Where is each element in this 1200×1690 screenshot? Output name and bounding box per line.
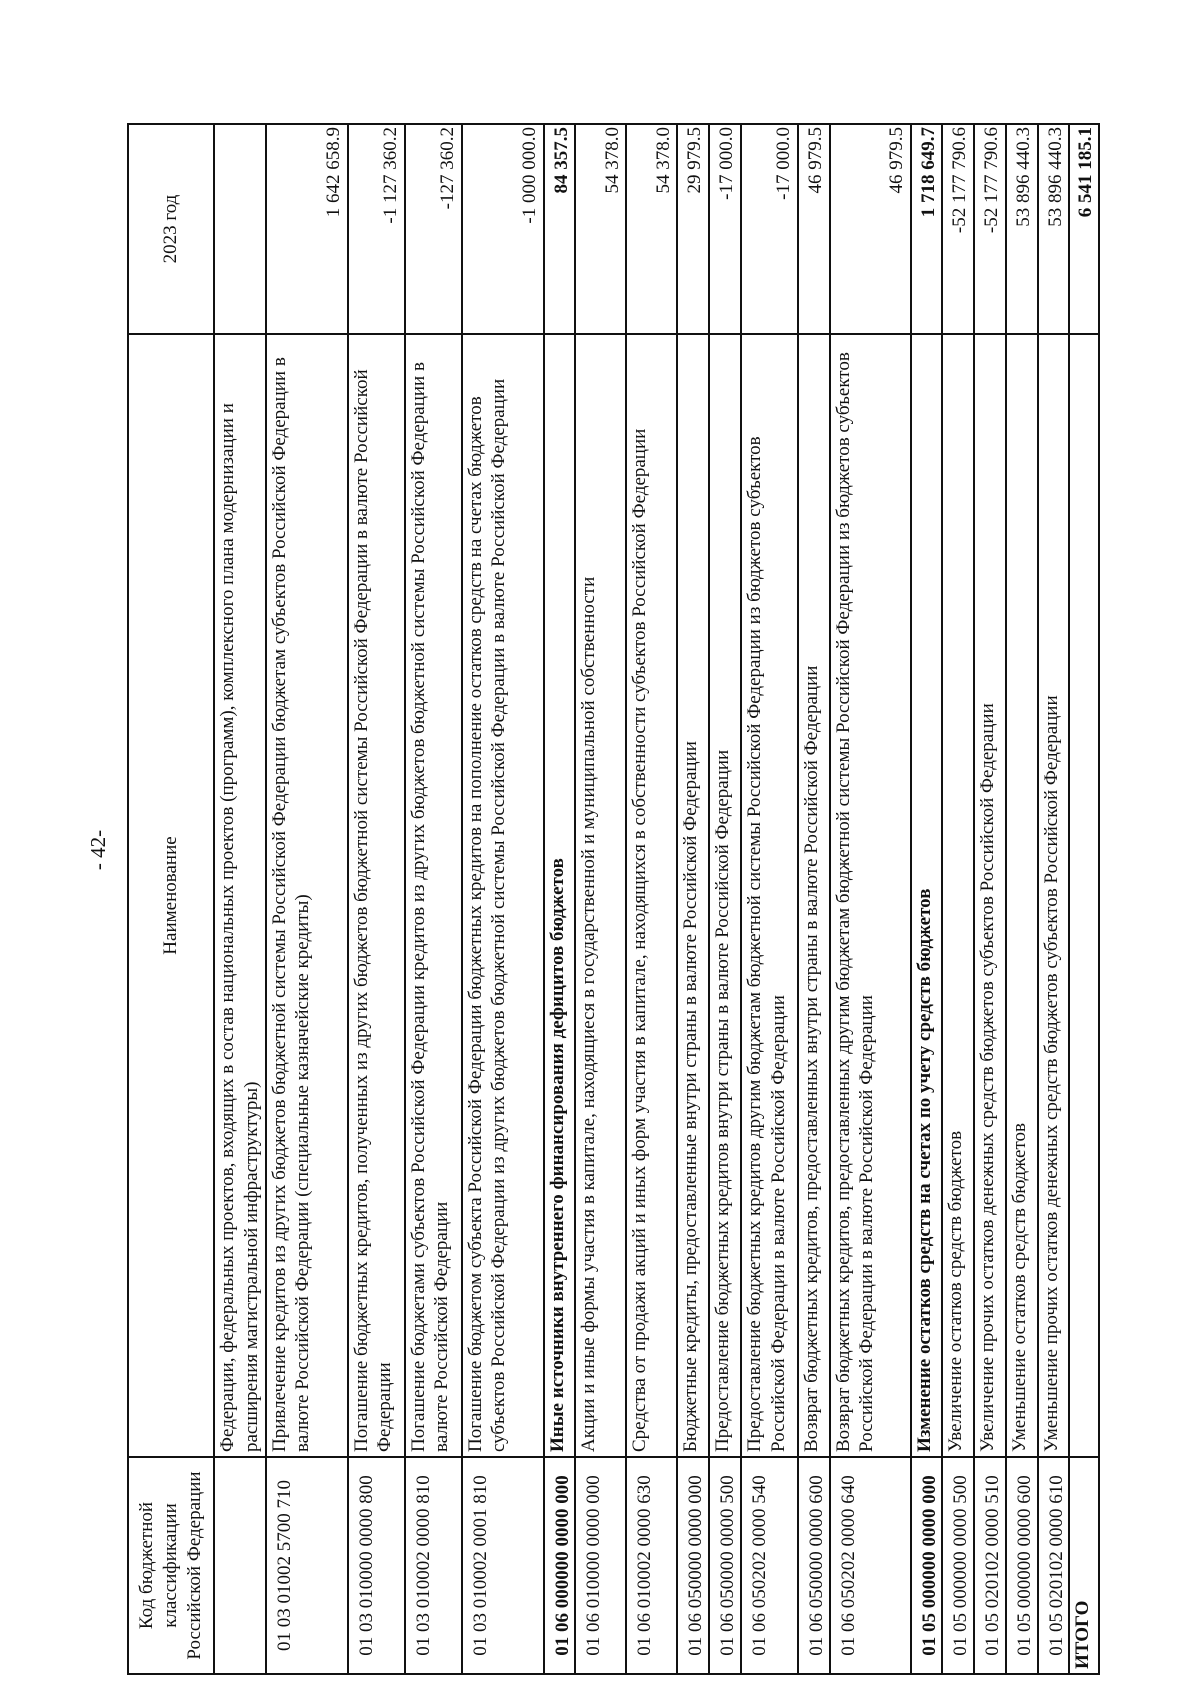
code-cell [214, 1457, 266, 1674]
code-cell: 01 03 010000 0000 800 [348, 1457, 405, 1674]
header-year: 2023 год [128, 124, 214, 334]
name-cell: Предоставление бюджетных кредитов другим бюджетам бюджетной системы Российской Федерации из бюджетов субъектов Российской Федерации в валюте Российской Федерации [741, 334, 798, 1457]
name-cell: Уменьшение остатков средств бюджетов [1006, 334, 1038, 1457]
name-cell: Бюджетные кредиты, предоставленные внутри страны в валюте Российской Федерации [677, 334, 709, 1457]
table-row [266, 124, 348, 1674]
code-cell: 01 06 050000 0000 500 [709, 1457, 741, 1674]
table-row [1038, 124, 1070, 1674]
code-cell: 01 05 000000 0000 600 [1006, 1457, 1038, 1674]
name-cell: Погашение бюджетами субъектов Российской Федерации кредитов из других бюджетов бюджетной системы Российской Федерации в валюте Российской Федерации [405, 334, 462, 1457]
table-header-row [128, 124, 214, 1674]
value-cell: -17 000.0 [741, 124, 798, 334]
name-cell: Предоставление бюджетных кредитов внутри страны в валюте Российской Федерации [709, 334, 741, 1457]
code-cell: 01 06 010000 0000 000 [575, 1457, 626, 1674]
name-cell: Увеличение остатков средств бюджетов [942, 334, 974, 1457]
total-label: ИТОГО [1069, 1457, 1099, 1674]
value-cell: 46 979.5 [830, 124, 911, 334]
table-row [830, 124, 911, 1674]
table-row [348, 124, 405, 1674]
table-row [626, 124, 677, 1674]
value-cell: -52 177 790.6 [942, 124, 974, 334]
value-cell: 54 378.0 [575, 124, 626, 334]
value-cell: 1 642 658.9 [266, 124, 348, 334]
name-cell: Возврат бюджетных кредитов, предоставленных внутри страны в валюте Российской Федерации [798, 334, 830, 1457]
code-cell: 01 06 000000 0000 000 [544, 1457, 576, 1674]
code-cell: 01 05 000000 0000 000 [911, 1457, 943, 1674]
value-cell: 53 896 440.3 [1038, 124, 1070, 334]
code-cell: 01 06 050202 0000 540 [741, 1457, 798, 1674]
code-cell: 01 05 020102 0000 610 [1038, 1457, 1070, 1674]
table-row [1006, 124, 1038, 1674]
name-cell: Иные источники внутреннего финансирования дефицитов бюджетов [544, 334, 576, 1457]
name-cell: Возврат бюджетных кредитов, предоставленных другим бюджетам бюджетной системы Российской Федерации из бюджетов субъектов Российской Федерации в валюте Российской Федерации [830, 334, 911, 1457]
table-row [214, 124, 266, 1674]
table-row [544, 124, 576, 1674]
code-cell: 01 06 050000 0000 000 [677, 1457, 709, 1674]
name-cell: Погашение бюджетом субъекта Российской Федерации бюджетных кредитов на пополнение остатков средств на счетах бюджетов субъектов Российской Федерации из других бюджетов бюджетной системы Российской Федерации в валюте Российской Федерации [462, 334, 544, 1457]
total-empty-cell [1069, 334, 1099, 1457]
total-value: 6 541 185.1 [1069, 124, 1099, 334]
table-row [911, 124, 943, 1674]
value-cell [214, 124, 266, 334]
name-cell: Уменьшение прочих остатков денежных средств бюджетов субъектов Российской Федерации [1038, 334, 1070, 1457]
table-row [405, 124, 462, 1674]
code-cell: 01 05 000000 0000 500 [942, 1457, 974, 1674]
name-cell: Увеличение прочих остатков денежных средств бюджетов субъектов Российской Федерации [974, 334, 1006, 1457]
table-row [575, 124, 626, 1674]
table-row [974, 124, 1006, 1674]
header-name: Наименование [128, 334, 214, 1457]
table-row [462, 124, 544, 1674]
table-row [798, 124, 830, 1674]
budget-sources-table [127, 123, 1100, 1675]
name-cell: Изменение остатков средств на счетах по учету средств бюджетов [911, 334, 943, 1457]
value-cell: -17 000.0 [709, 124, 741, 334]
value-cell: 1 718 649.7 [911, 124, 943, 334]
code-cell: 01 06 050202 0000 640 [830, 1457, 911, 1674]
value-cell: 54 378.0 [626, 124, 677, 334]
name-cell: Средства от продажи акций и иных форм участия в капитале, находящихся в собственности субъектов Российской Федерации [626, 334, 677, 1457]
table-row [741, 124, 798, 1674]
code-cell: 01 03 010002 0000 810 [405, 1457, 462, 1674]
rotated-page-content [127, 125, 1096, 1675]
name-cell: Федерации, федеральных проектов, входящих в состав национальных проектов (программ), комплексного плана модернизации и расширения магистральной инфраструктуры) [214, 334, 266, 1457]
total-row [1069, 124, 1099, 1674]
value-cell: -1 127 360.2 [348, 124, 405, 334]
table-row [677, 124, 709, 1674]
page-number: - 42- [86, 829, 110, 871]
table-row [709, 124, 741, 1674]
header-code: Код бюджетной классификации Российской Федерации [128, 1457, 214, 1674]
value-cell: 46 979.5 [798, 124, 830, 334]
name-cell: Погашение бюджетных кредитов, полученных из других бюджетов бюджетной системы Российской Федерации в валюте Российской Федерации [348, 334, 405, 1457]
value-cell: 29 979.5 [677, 124, 709, 334]
table-row [942, 124, 974, 1674]
value-cell: -1 000 000.0 [462, 124, 544, 334]
table-body [214, 124, 1099, 1674]
code-cell: 01 03 01002 5700 710 [266, 1457, 348, 1674]
code-cell: 01 05 020102 0000 510 [974, 1457, 1006, 1674]
code-cell: 01 06 050000 0000 600 [798, 1457, 830, 1674]
value-cell: -127 360.2 [405, 124, 462, 334]
name-cell: Акции и иные формы участия в капитале, находящиеся в государственной и муниципальной собственности [575, 334, 626, 1457]
value-cell: -52 177 790.6 [974, 124, 1006, 334]
code-cell: 01 03 010002 0001 810 [462, 1457, 544, 1674]
value-cell: 53 896 440.3 [1006, 124, 1038, 334]
name-cell: Привлечение кредитов из других бюджетов бюджетной системы Российской Федерации бюджетам субъектов Российской Федерации в валюте Российской Федерации (специальные казначейские кредиты) [266, 334, 348, 1457]
value-cell: 84 357.5 [544, 124, 576, 334]
code-cell: 01 06 010002 0000 630 [626, 1457, 677, 1674]
